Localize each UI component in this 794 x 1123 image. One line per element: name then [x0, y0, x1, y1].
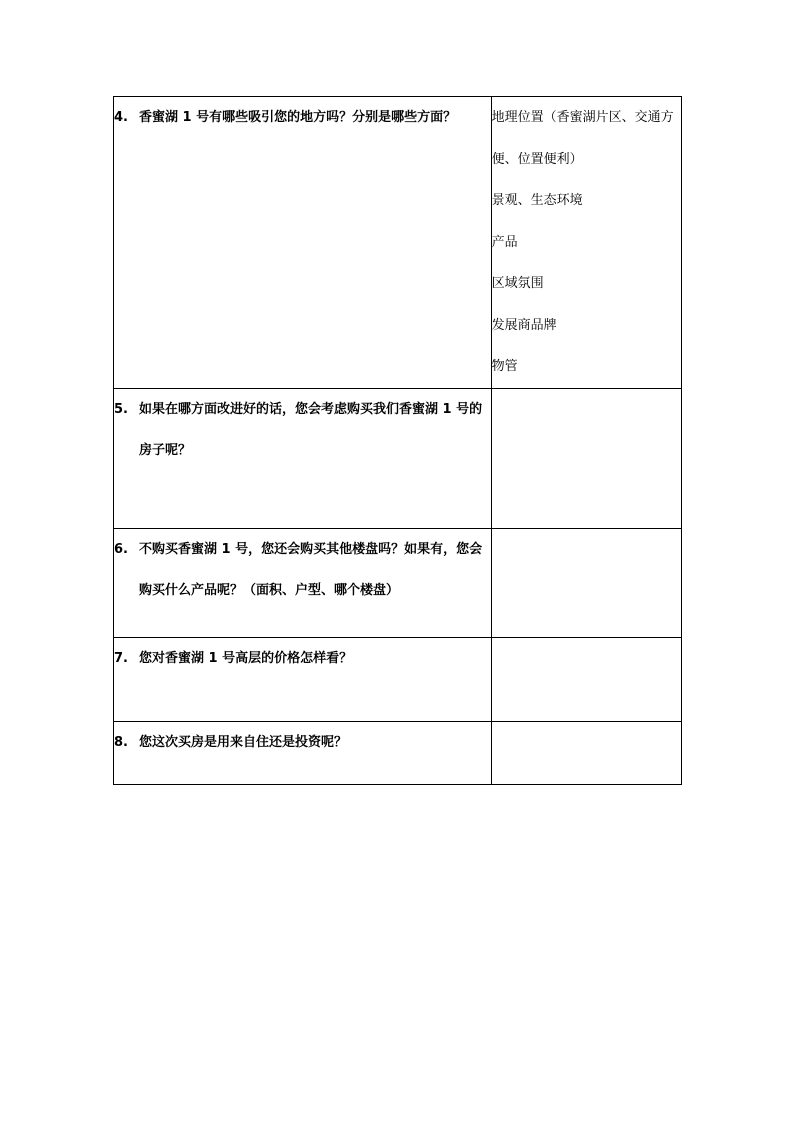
answer-cell[interactable] — [491, 529, 681, 638]
question-row-6 — [114, 529, 682, 638]
answer-cell[interactable] — [491, 638, 681, 722]
question-text: 香蜜湖 1 号有哪些吸引您的地方吗？分别是哪些方面？ — [139, 110, 457, 125]
question-text: 您这次买房是用来自住还是投资呢？ — [139, 735, 348, 750]
answer-option: 发展商品牌 — [491, 317, 557, 333]
answer-option: 区域氛围 — [491, 276, 544, 291]
question-text: 您对香蜜湖 1 号高层的价格怎样看？ — [139, 651, 353, 666]
question-cell — [114, 389, 492, 529]
question-number: 6. — [114, 542, 128, 557]
answer-option: 地理位置（香蜜湖片区、交通方便、位置便利） — [491, 110, 674, 167]
answer-cell[interactable] — [491, 97, 681, 389]
answer-option: 产品 — [491, 234, 518, 250]
question-text: 如果在哪方面改进好的话，您会考虑购买我们香蜜湖 1 号的房子呢？ — [139, 402, 483, 458]
question-row-4 — [114, 97, 682, 389]
question-cell — [114, 722, 492, 785]
answer-option: 景观、生态环境 — [491, 193, 583, 208]
question-text: 不购买香蜜湖 1 号，您还会购买其他楼盘吗？如果有，您会购买什么产品呢？（面积、户型、哪个楼盘） — [139, 542, 483, 598]
answer-cell[interactable] — [491, 722, 681, 785]
question-number: 8. — [114, 735, 128, 750]
question-cell — [114, 97, 492, 389]
answer-option: 物管 — [491, 359, 518, 374]
survey-table — [113, 96, 682, 785]
question-row-7 — [114, 638, 682, 722]
question-cell — [114, 529, 492, 638]
question-cell — [114, 638, 492, 722]
answer-cell[interactable] — [491, 389, 681, 529]
question-row-5 — [114, 389, 682, 529]
question-number: 7. — [114, 651, 128, 666]
question-row-8 — [114, 722, 682, 785]
question-number: 5. — [114, 402, 128, 417]
question-number: 4. — [114, 110, 128, 125]
